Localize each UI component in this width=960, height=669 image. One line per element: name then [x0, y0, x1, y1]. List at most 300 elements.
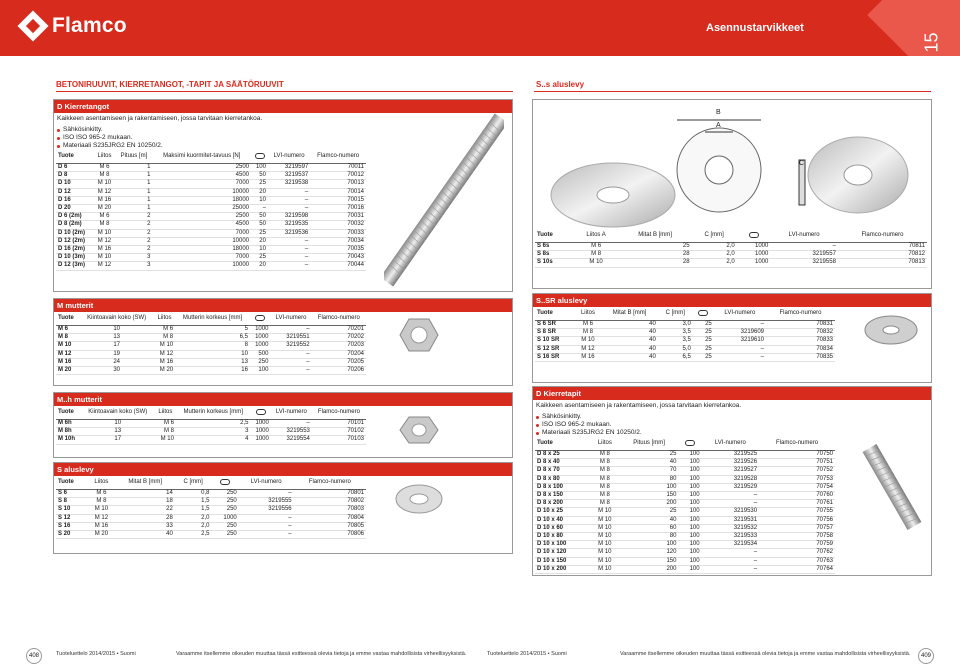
table-cell: M 6: [591, 243, 602, 249]
table-cell: S 6: [58, 490, 68, 496]
table-cell: 3219525: [733, 451, 758, 457]
table-cell: 13: [113, 334, 121, 341]
table-cell: 2: [147, 246, 151, 253]
panel-title: D Kierretapit: [533, 387, 931, 400]
table-cell: –: [832, 243, 836, 249]
table-cell: 1: [147, 180, 151, 187]
table-cell: 1000: [255, 428, 269, 435]
column-header: Mitat B [mm]: [638, 232, 672, 238]
table-cell: 70813: [908, 259, 925, 266]
table-cell: 2,0: [726, 251, 735, 258]
table-cell: M 10: [97, 180, 112, 187]
table-cell: M 8: [591, 251, 602, 258]
table-cell: M 16: [97, 246, 112, 253]
table-cell: 70832: [816, 329, 833, 336]
package-icon: [251, 152, 268, 164]
table-cell: 7000: [235, 180, 250, 187]
table-cell: 70101: [347, 420, 364, 426]
table-cell: 10: [259, 246, 266, 253]
table-cell: –: [306, 350, 310, 357]
panel-title: S aluslevy: [54, 463, 512, 476]
table-cell: 70756: [816, 516, 833, 523]
table-cell: 500: [258, 350, 269, 357]
table-cell: 2500: [235, 164, 250, 170]
table-cell: M 8: [599, 500, 610, 507]
table-cell: 2,5: [201, 531, 210, 538]
table-cell: 3219558: [812, 259, 836, 266]
table-cell: M 12: [58, 350, 72, 357]
table-cell: 70044: [347, 262, 364, 269]
table-cell: 25: [705, 353, 712, 360]
footer-catalog-right: Tuoteluettelo 2014/2015 • Suomi: [487, 651, 567, 657]
table-row: [535, 243, 927, 251]
table-row: [535, 329, 835, 337]
table-cell: D 8 x 25: [537, 451, 560, 457]
table-cell: 250: [226, 531, 237, 538]
table-cell: D 6: [58, 164, 68, 170]
table-cell: M 10: [598, 508, 612, 515]
table-cell: 1,5: [201, 498, 210, 505]
table-row: [535, 337, 835, 345]
table-cell: 3219526: [733, 459, 758, 466]
table-row: [56, 490, 366, 498]
table-cell: M 8: [599, 467, 610, 474]
table-cell: 3,5: [682, 337, 691, 344]
table-row: [56, 506, 366, 514]
table-cell: 18: [166, 498, 173, 505]
footer-disclaimer-left: Varaamme itsellemme oikeuden muuttaa tässä esitteessä olevia tietoja ja emme vastaa mahdollisista virheellisyyksistä.: [176, 651, 467, 657]
table-row: [56, 229, 366, 237]
table-cell: 10000: [232, 262, 250, 269]
table-cell: M 6: [58, 326, 69, 332]
table-cell: M 20: [58, 367, 72, 374]
table-cell: 100: [666, 483, 677, 490]
table-cell: D 12 (3m): [58, 262, 86, 269]
column-header: Liitos: [157, 315, 172, 321]
threaded-stud-image: [853, 437, 931, 537]
table-cell: 3: [245, 428, 249, 435]
column-header: Flamco-numero: [317, 315, 360, 321]
column-header: C [mm]: [665, 310, 685, 316]
table-row: [56, 254, 366, 262]
column-header: Liitos: [158, 409, 173, 415]
table-cell: 24: [113, 358, 121, 365]
table-row: [535, 557, 835, 565]
table-cell: 20: [259, 262, 266, 269]
table-cell: M 10: [97, 229, 112, 236]
table-cell: 33: [166, 522, 173, 529]
table-cell: 10: [259, 196, 266, 203]
sr-aluslevy-panel: [532, 293, 932, 383]
panel-description: Kaikkeen asentamiseen ja rakentamiseen, jossa tarvitaan kierretankoa.: [57, 115, 263, 122]
table-cell: 70752: [816, 467, 833, 474]
column-header: LVI-numero: [275, 409, 307, 415]
column-header: Liitos: [97, 153, 112, 159]
table-row: [535, 467, 835, 475]
panel-description: Kaikkeen asentamiseen ja rakentamiseen, jossa tarvitaan kierretankoa.: [536, 402, 742, 409]
table-cell: M 6: [582, 321, 593, 327]
table-cell: 7000: [235, 254, 250, 261]
table-cell: –: [306, 358, 310, 365]
table-cell: 1000: [755, 251, 769, 258]
footer-catalog-left: Tuoteluettelo 2014/2015 • Suomi: [56, 651, 136, 657]
table-cell: 70764: [816, 565, 833, 572]
table-cell: 25: [259, 180, 266, 187]
product-table: [56, 478, 366, 539]
table-cell: 70757: [816, 524, 833, 531]
product-table: [535, 439, 835, 574]
right-page-number: 409: [918, 648, 934, 664]
panel-title: M mutterit: [54, 299, 512, 312]
table-cell: 50: [259, 172, 266, 179]
panel-title: M..h mutterit: [54, 393, 512, 406]
table-cell: 100: [255, 164, 266, 170]
rubber-washer-image: [863, 310, 919, 350]
table-cell: 2: [147, 213, 151, 220]
header-bar: [0, 0, 960, 56]
table-cell: M 20: [97, 205, 112, 212]
table-cell: S 8 SR: [537, 329, 557, 336]
large-washer-image: [533, 100, 931, 230]
table-cell: 70753: [816, 475, 833, 482]
table-cell: 1: [147, 205, 151, 212]
table-cell: M 10: [598, 549, 612, 556]
table-cell: M 12: [94, 514, 109, 521]
table-cell: –: [760, 345, 765, 352]
table-cell: 3,5: [682, 329, 691, 336]
table-cell: 3: [147, 254, 151, 261]
table-cell: D 10 x 150: [537, 557, 567, 564]
table-cell: 100: [689, 524, 700, 531]
table-cell: 70751: [816, 459, 833, 466]
table-cell: M 8: [163, 334, 174, 341]
table-cell: D 10: [58, 180, 71, 187]
table-cell: 150: [666, 557, 677, 564]
table-cell: 100: [689, 492, 700, 499]
bullet-item: Materiaali S235JRG2 EN 10250/2.: [536, 429, 928, 437]
table-cell: 6,5: [239, 334, 248, 341]
table-cell: 3,0: [682, 321, 691, 327]
table-cell: –: [288, 522, 292, 529]
product-table: [535, 309, 835, 362]
table-cell: D 12 (2m): [58, 237, 86, 244]
column-header: Mutterin korkeus [mm]: [182, 315, 243, 321]
table-cell: 8: [244, 342, 248, 349]
table-cell: 3219536: [284, 229, 309, 236]
table-cell: 70833: [816, 337, 833, 344]
table-row: [56, 514, 366, 522]
table-cell: –: [304, 196, 309, 203]
table-cell: 2: [147, 221, 151, 228]
table-cell: 13: [241, 358, 248, 365]
table-cell: 3219529: [733, 483, 758, 490]
table-cell: 18000: [232, 196, 250, 203]
table-cell: D 8 x 100: [537, 483, 564, 490]
column-header: Tuote: [58, 479, 74, 485]
table-cell: 100: [689, 533, 700, 540]
table-cell: 70033: [347, 229, 364, 236]
table-cell: S 20: [58, 531, 71, 538]
footer-disclaimer-right: Varaamme itsellemme oikeuden muuttaa tässä esitteessä olevia tietoja ja emme vastaa mahdollisista virheellisyyksistä.: [620, 651, 911, 657]
table-row: [56, 420, 366, 428]
table-cell: D 10 (2m): [58, 229, 86, 236]
table-cell: M 8: [599, 459, 610, 466]
bullet-item: Sähkösinkitty.: [536, 413, 928, 421]
table-cell: 2,0: [726, 243, 735, 249]
column-header: Liitos: [597, 440, 612, 446]
table-cell: S 10: [58, 506, 71, 513]
table-cell: M 6: [99, 164, 110, 170]
table-cell: 25: [682, 243, 690, 249]
table-cell: 70802: [347, 498, 364, 505]
table-cell: 2,0: [201, 514, 210, 521]
table-row: [56, 531, 366, 539]
table-cell: –: [262, 205, 266, 212]
d-kierretangot-panel: [53, 99, 513, 292]
table-row: [56, 196, 366, 204]
table-cell: M 8: [599, 492, 610, 499]
table-cell: 2,0: [201, 522, 210, 529]
table-row: [535, 483, 835, 491]
table-cell: 250: [226, 498, 237, 505]
table-cell: S 10 SR: [537, 337, 560, 344]
table-cell: M 10: [94, 506, 109, 513]
table-row: [56, 436, 366, 444]
table-cell: 40: [649, 353, 656, 360]
table-row: [535, 345, 835, 353]
s-aluslevy-panel: [53, 462, 513, 554]
table-cell: 3219530: [733, 508, 758, 515]
table-cell: S 12 SR: [537, 345, 560, 352]
table-cell: 70806: [347, 531, 364, 538]
table-cell: D 8 x 40: [537, 459, 560, 466]
dim-c-label: C: [799, 160, 805, 167]
table-cell: –: [753, 557, 758, 564]
table-cell: 40: [649, 337, 656, 344]
table-cell: D 8 (2m): [58, 221, 82, 228]
product-table: [56, 152, 366, 271]
table-cell: –: [304, 188, 309, 195]
table-cell: 10: [241, 350, 248, 357]
column-header: Tuote: [58, 315, 74, 321]
table-cell: 2500: [235, 213, 250, 220]
table-row: [56, 221, 366, 229]
table-cell: –: [304, 246, 309, 253]
table-cell: M 10h: [58, 436, 76, 443]
table-cell: D 8 x 200: [537, 500, 564, 507]
page-number: 15: [921, 32, 942, 53]
table-cell: 3219533: [733, 533, 758, 540]
table-cell: D 16 (2m): [58, 246, 86, 253]
category-title: Asennustarvikkeet: [706, 22, 804, 34]
table-cell: 70032: [347, 221, 364, 228]
table-cell: 50: [259, 213, 266, 220]
table-cell: M 8: [96, 498, 107, 505]
table-row: [56, 188, 366, 196]
table-cell: 3219610: [740, 337, 765, 344]
table-cell: 70043: [347, 254, 364, 261]
table-cell: D 10 x 25: [537, 508, 564, 515]
table-cell: M 8h: [58, 428, 72, 435]
table-cell: 3219527: [733, 467, 758, 474]
table-cell: 70812: [908, 251, 925, 258]
table-cell: M 12: [581, 345, 595, 352]
column-header: Tuote: [537, 440, 553, 446]
column-header: Flamco-numero: [779, 310, 822, 316]
column-header: Pituus [m]: [120, 153, 148, 159]
table-cell: 25: [705, 329, 712, 336]
table-cell: 3219598: [284, 213, 309, 220]
table-cell: 3219538: [284, 180, 309, 187]
table-cell: 100: [689, 459, 700, 466]
table-row: [56, 246, 366, 254]
table-cell: 1000: [255, 420, 269, 426]
package-icon: [250, 408, 270, 420]
table-cell: 40: [649, 329, 656, 336]
table-cell: 200: [666, 565, 677, 572]
table-cell: S 12: [58, 514, 71, 521]
panel-title: S..SR aluslevy: [533, 294, 931, 307]
table-cell: D 8: [58, 172, 68, 179]
hex-nut-image: [399, 317, 439, 353]
table-cell: M 16: [97, 196, 112, 203]
table-cell: M 10: [598, 565, 612, 572]
table-cell: 25: [259, 229, 266, 236]
bullet-list: [533, 411, 931, 439]
table-row: [56, 498, 366, 506]
table-cell: M 10: [598, 533, 612, 540]
table-cell: 3219553: [286, 428, 310, 435]
table-cell: M 6: [96, 490, 107, 496]
table-cell: M 12: [97, 237, 112, 244]
table-row: [535, 353, 835, 361]
table-cell: 120: [666, 549, 677, 556]
table-cell: 100: [689, 475, 700, 482]
table-row: [535, 516, 835, 524]
table-cell: 100: [689, 500, 700, 507]
package-icon: [693, 309, 714, 321]
bullet-item: ISO ISO 965-2 mukaan.: [536, 421, 928, 429]
table-cell: M 8: [163, 428, 174, 435]
table-cell: M 10: [581, 337, 595, 344]
table-cell: 200: [666, 500, 677, 507]
table-cell: 3219554: [286, 436, 310, 443]
table-cell: 13: [114, 428, 122, 435]
table-row: [535, 500, 835, 508]
column-header: Liitos A: [586, 232, 606, 238]
table-cell: 70803: [347, 506, 364, 513]
table-cell: 10: [113, 326, 121, 332]
table-row: [535, 508, 835, 516]
table-cell: 1: [147, 164, 151, 170]
table-cell: 1000: [255, 342, 269, 349]
table-cell: D 8 x 70: [537, 467, 560, 474]
table-cell: 25: [705, 321, 712, 327]
column-header: LVI-numero: [714, 440, 746, 446]
table-cell: 80: [669, 533, 677, 540]
table-row: [535, 492, 835, 500]
table-cell: M 6h: [58, 420, 72, 426]
table-cell: 6,5: [682, 353, 691, 360]
table-row: [56, 213, 366, 221]
package-icon: [211, 478, 238, 490]
table-cell: 3219528: [733, 475, 758, 482]
table-cell: D 16: [58, 196, 71, 203]
table-row: [535, 524, 835, 532]
table-cell: 1: [147, 172, 151, 179]
table-cell: 10: [114, 420, 122, 426]
table-cell: 40: [649, 345, 656, 352]
column-header: Flamco-numero: [317, 409, 360, 415]
table-cell: M 16: [581, 353, 595, 360]
table-cell: –: [306, 420, 310, 426]
table-cell: 100: [689, 557, 700, 564]
column-header: C [mm]: [704, 232, 724, 238]
table-cell: 1000: [755, 259, 769, 266]
table-cell: –: [304, 254, 309, 261]
table-cell: 4: [245, 436, 249, 443]
column-header: Tuote: [537, 232, 553, 238]
table-cell: D 8 x 80: [537, 475, 560, 482]
table-cell: 2,0: [726, 259, 735, 266]
column-header: Flamco-numero: [308, 479, 351, 485]
table-cell: 70202: [347, 334, 364, 341]
table-cell: M 16: [159, 358, 174, 365]
table-cell: 70011: [347, 164, 364, 170]
table-cell: 70204: [347, 350, 364, 357]
dim-b-label: B: [716, 109, 721, 116]
table-cell: –: [288, 490, 292, 496]
mh-mutterit-panel: [53, 392, 513, 458]
table-cell: 3219531: [733, 516, 758, 523]
table-cell: 1000: [223, 514, 237, 521]
package-icon: [250, 314, 270, 326]
table-cell: 2,5: [240, 420, 249, 426]
table-cell: –: [753, 565, 758, 572]
table-cell: 80: [669, 475, 677, 482]
table-cell: 70805: [347, 522, 364, 529]
table-cell: 3219597: [284, 164, 309, 170]
table-cell: S 6 SR: [537, 321, 557, 327]
table-cell: 3219534: [733, 541, 758, 548]
ss-aluslevy-panel: [532, 99, 932, 289]
bullet-item: ISO ISO 965-2 mukaan.: [57, 134, 509, 142]
table-cell: 40: [166, 531, 173, 538]
column-header: LVI-numero: [275, 315, 307, 321]
table-cell: 3: [147, 262, 151, 269]
table-cell: 3219609: [740, 329, 765, 336]
panel-title: D Kierretangot: [54, 100, 512, 113]
d-kierretapit-panel: [532, 386, 932, 576]
table-cell: D 6 (2m): [58, 213, 82, 220]
table-cell: 16: [241, 367, 248, 374]
table-cell: –: [304, 237, 309, 244]
package-icon: [678, 439, 701, 451]
table-row: [56, 237, 366, 245]
table-row: [56, 164, 366, 172]
table-cell: 70759: [816, 541, 833, 548]
table-row: [535, 475, 835, 483]
table-cell: 50: [259, 221, 266, 228]
table-cell: 70201: [347, 326, 364, 332]
table-cell: –: [306, 326, 310, 332]
table-cell: 100: [689, 483, 700, 490]
table-cell: 1000: [755, 243, 769, 249]
section-title-left: BETONIRUUVIT, KIERRETANGOT, -TAPIT JA SÄÄTÖRUUVIT: [56, 80, 513, 92]
table-cell: 70755: [816, 508, 833, 515]
table-cell: 70762: [816, 549, 833, 556]
table-cell: M 16: [58, 358, 72, 365]
